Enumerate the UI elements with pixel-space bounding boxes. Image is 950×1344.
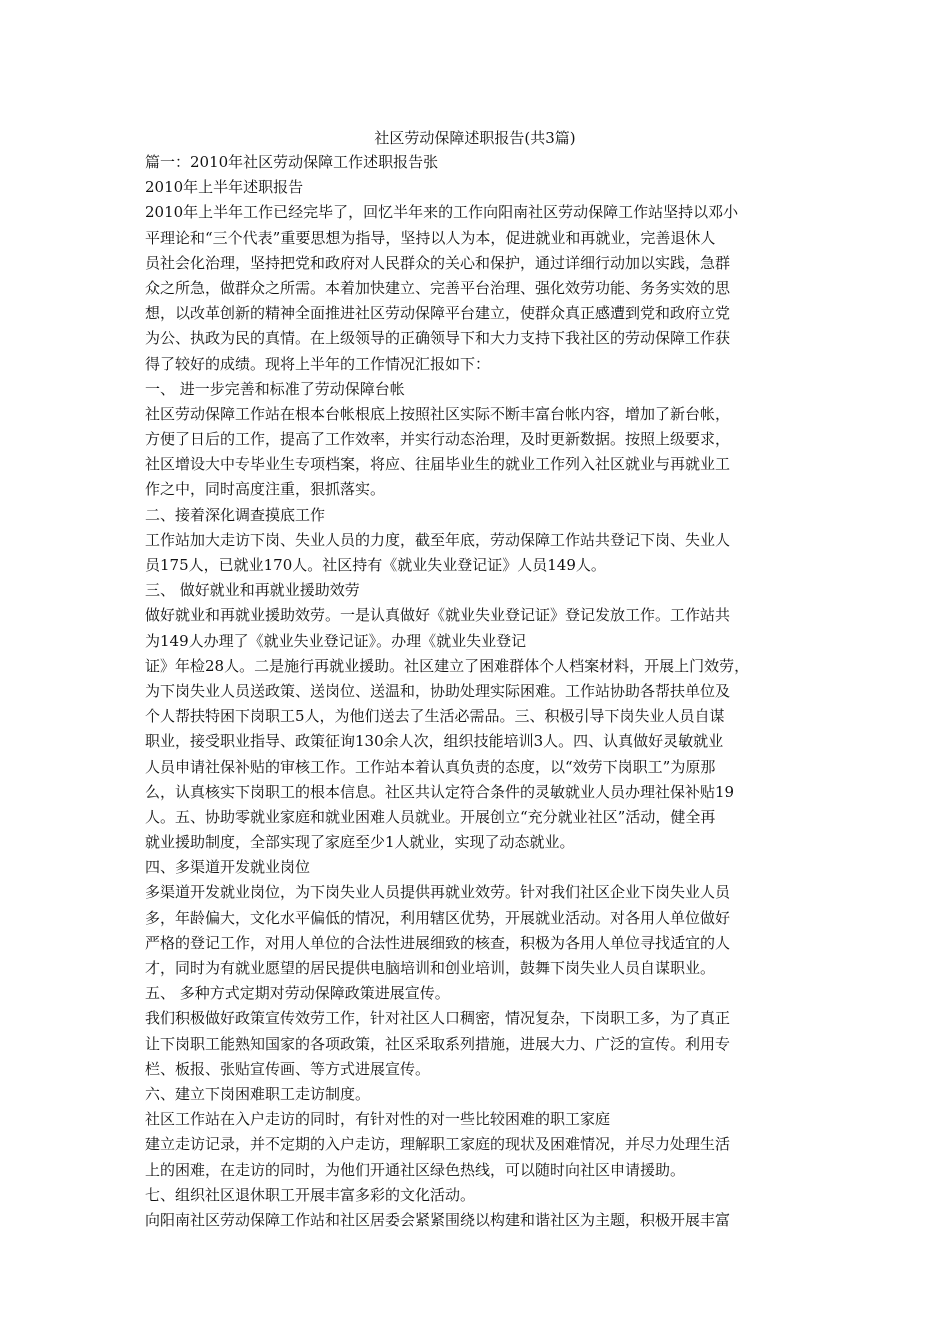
text-line: 为公、执政为民的真情。在上级领导的正确领导下和大力支持下我社区的劳动保障工作获 xyxy=(145,329,731,348)
text-line: 想，以改革创新的精神全面推进社区劳动保障平台建立，使群众真正感遭到党和政府立党 xyxy=(145,304,731,323)
text-line: 多渠道开发就业岗位，为下岗失业人员提供再就业效劳。针对我们社区企业下岗失业人员 xyxy=(145,883,731,902)
text-line: 得了较好的成绩。现将上半年的工作情况汇报如下： xyxy=(145,354,491,373)
text-line: 人。五、协助零就业家庭和就业困难人员就业。开展创立“充分就业社区”活动，健全再 xyxy=(145,807,716,826)
text-line: 建立走访记录，并不定期的入户走访，理解职工家庭的现状及困难情况，并尽力处理生活 xyxy=(145,1135,731,1154)
text-line: 社区工作站在入户走访的同时，有针对性的对一些比较困难的职工家庭 xyxy=(145,1110,611,1129)
text-line: 平理论和“三个代表”重要思想为指导，坚持以人为本，促进就业和再就业，完善退休人 xyxy=(145,228,716,247)
text-line: 三、 做好就业和再就业援助效劳 xyxy=(145,581,360,600)
text-line: 方便了日后的工作，提高了工作效率，并实行动态治理，及时更新数据。按照上级要求， xyxy=(145,430,731,449)
text-line: 做好就业和再就业援助效劳。一是认真做好《就业失业登记证》登记发放工作。工作站共 xyxy=(145,606,731,625)
text-line: 我们积极做好政策宣传效劳工作，针对社区人口稠密，情况复杂，下岗职工多，为了真正 xyxy=(145,1009,731,1028)
text-line: 五、 多种方式定期对劳动保障政策进展宣传。 xyxy=(145,984,450,1003)
text-line: 2010年上半年述职报告 xyxy=(145,178,304,197)
text-line: 向阳南社区劳动保障工作站和社区居委会紧紧围绕以构建和谐社区为主题，积极开展丰富 xyxy=(145,1210,731,1229)
document-body xyxy=(145,150,825,1233)
text-line: 让下岗职工能熟知国家的各项政策，社区采取系列措施，进展大力、广泛的宣传。利用专 xyxy=(145,1034,731,1053)
text-line: 就业援助制度，全部实现了家庭至少1人就业，实现了动态就业。 xyxy=(145,833,575,852)
text-line: 栏、板报、张贴宣传画、等方式进展宣传。 xyxy=(145,1059,431,1078)
text-line: 四、多渠道开发就业岗位 xyxy=(145,858,311,877)
text-line: 证》年检28人。二是施行再就业援助。社区建立了困难群体个人档案材料，开展上门效劳， xyxy=(145,656,750,675)
text-line: 为下岗失业人员送政策、送岗位、送温和，协助处理实际困难。工作站协助各帮扶单位及 xyxy=(145,681,731,700)
text-line: 一、 进一步完善和标准了劳动保障台帐 xyxy=(145,379,405,398)
text-line: 严格的登记工作，对用人单位的合法性进展细致的核查，积极为各用人单位寻找适宜的人 xyxy=(145,933,731,952)
text-line: 工作站加大走访下岗、失业人员的力度，截至年底，劳动保障工作站共登记下岗、失业人 xyxy=(145,530,731,549)
text-line: 才，同时为有就业愿望的居民提供电脑培训和创业培训，鼓舞下岗失业人员自谋职业。 xyxy=(145,959,716,977)
text-line: 上的困难，在走访的同时，为他们开通社区绿色热线，可以随时向社区申请援助。 xyxy=(145,1160,686,1179)
text-line: 多，年龄偏大，文化水平偏低的情况，利用辖区优势，开展就业活动。对各用人单位做好 xyxy=(145,908,731,927)
text-line: 二、接着深化调查摸底工作 xyxy=(145,505,326,524)
text-line: 社区劳动保障工作站在根本台帐根底上按照社区实际不断丰富台帐内容，增加了新台帐， xyxy=(145,404,731,423)
text-line: 社区增设大中专毕业生专项档案，将应、往届毕业生的就业工作列入社区就业与再就业工 xyxy=(145,455,731,474)
document-title: 社区劳动保障述职报告(共3篇) xyxy=(374,129,576,147)
text-line: 职业，接受职业指导、政策征询130余人次，组织技能培训3人。四、认真做好灵敏就业 xyxy=(145,732,724,751)
text-line: 六、建立下岗困难职工走访制度。 xyxy=(145,1084,371,1103)
text-line: 人员申请社保补贴的审核工作。工作站本着认真负责的态度，以“效劳下岗职工”为原那 xyxy=(145,757,716,776)
text-line: 七、组织社区退休职工开展丰富多彩的文化活动。 xyxy=(145,1185,476,1204)
text-line: 2010年上半年工作已经完毕了，回忆半年来的工作向阳南社区劳动保障工作站坚持以邓小 xyxy=(145,203,739,222)
text-line: 么，认真核实下岗职工的根本信息。社区共认定符合条件的灵敏就业人员办理社保补贴19 xyxy=(145,782,735,801)
text-line: 为149人办理了《就业失业登记证》。办理《就业失业登记 xyxy=(145,631,527,650)
text-line: 员社会化治理，坚持把党和政府对人民群众的关心和保护，通过详细行动加以实践，急群 xyxy=(145,253,731,272)
text-line: 个人帮扶特困下岗职工5人，为他们送去了生活必需品。三、积极引导下岗失业人员自谋 xyxy=(145,707,725,726)
text-line: 作之中，同时高度注重，狠抓落实。 xyxy=(145,480,386,499)
text-line: 员175人，已就业170人。社区持有《就业失业登记证》人员149人。 xyxy=(145,556,606,574)
text-line: 篇一：2010年社区劳动保障工作述职报告张 xyxy=(145,153,439,171)
text-line: 众之所急，做群众之所需。本着加快建立、完善平台治理、强化效劳功能、务务实效的思 xyxy=(145,278,731,297)
